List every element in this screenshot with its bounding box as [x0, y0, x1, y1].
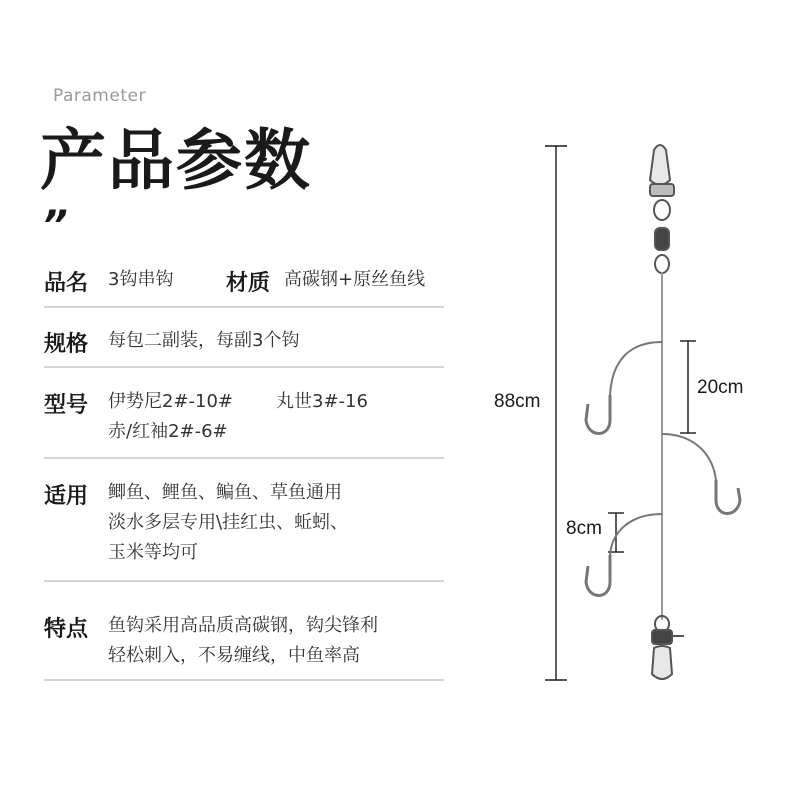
usage-value-3: 玉米等均可 [108, 542, 198, 563]
page-title: 产品参数 [40, 122, 312, 199]
bottom-snap-icon [652, 616, 684, 679]
usage-value-1: 鲫鱼、鲤鱼、鳊鱼、草鱼通用 [108, 482, 342, 503]
spec-label: 规格 [44, 332, 89, 357]
snap-swivel-icon [650, 145, 674, 273]
branch-spacing-dimension [680, 341, 696, 433]
branch-length-label: 8cm [566, 518, 602, 539]
feature-value-1: 鱼钩采用高品质高碳钢，钩尖锋利 [108, 615, 378, 636]
total-length-label: 88cm [494, 391, 541, 412]
material-label: 材质 [226, 271, 271, 296]
hook-branch-1 [586, 342, 662, 434]
model-value-1a: 伊势尼2#-10# [108, 391, 234, 412]
feature-label: 特点 [44, 617, 89, 642]
branch-length-dimension [608, 513, 624, 552]
material-value: 高碳钢+原丝鱼线 [284, 269, 426, 290]
model-value-1b: 丸世3#-16 [276, 391, 368, 412]
branch-spacing-label: 20cm [697, 377, 744, 398]
model-value-2: 赤/红袖2#-6# [108, 421, 228, 442]
name-label: 品名 [44, 271, 89, 296]
quote-mark-icon: ” [42, 203, 68, 249]
spec-value: 每包二副装，每副3个钩 [108, 330, 300, 351]
hook-branch-2 [662, 434, 740, 514]
total-length-dimension [545, 146, 567, 680]
model-label: 型号 [44, 393, 89, 418]
name-value: 3钩串钩 [108, 269, 174, 290]
feature-value-2: 轻松刺入，不易缠线，中鱼率高 [108, 645, 360, 666]
usage-value-2: 淡水多层专用\挂红虫、蚯蚓、 [108, 512, 349, 533]
section-eyebrow: Parameter [53, 86, 146, 106]
usage-label: 适用 [44, 484, 89, 509]
